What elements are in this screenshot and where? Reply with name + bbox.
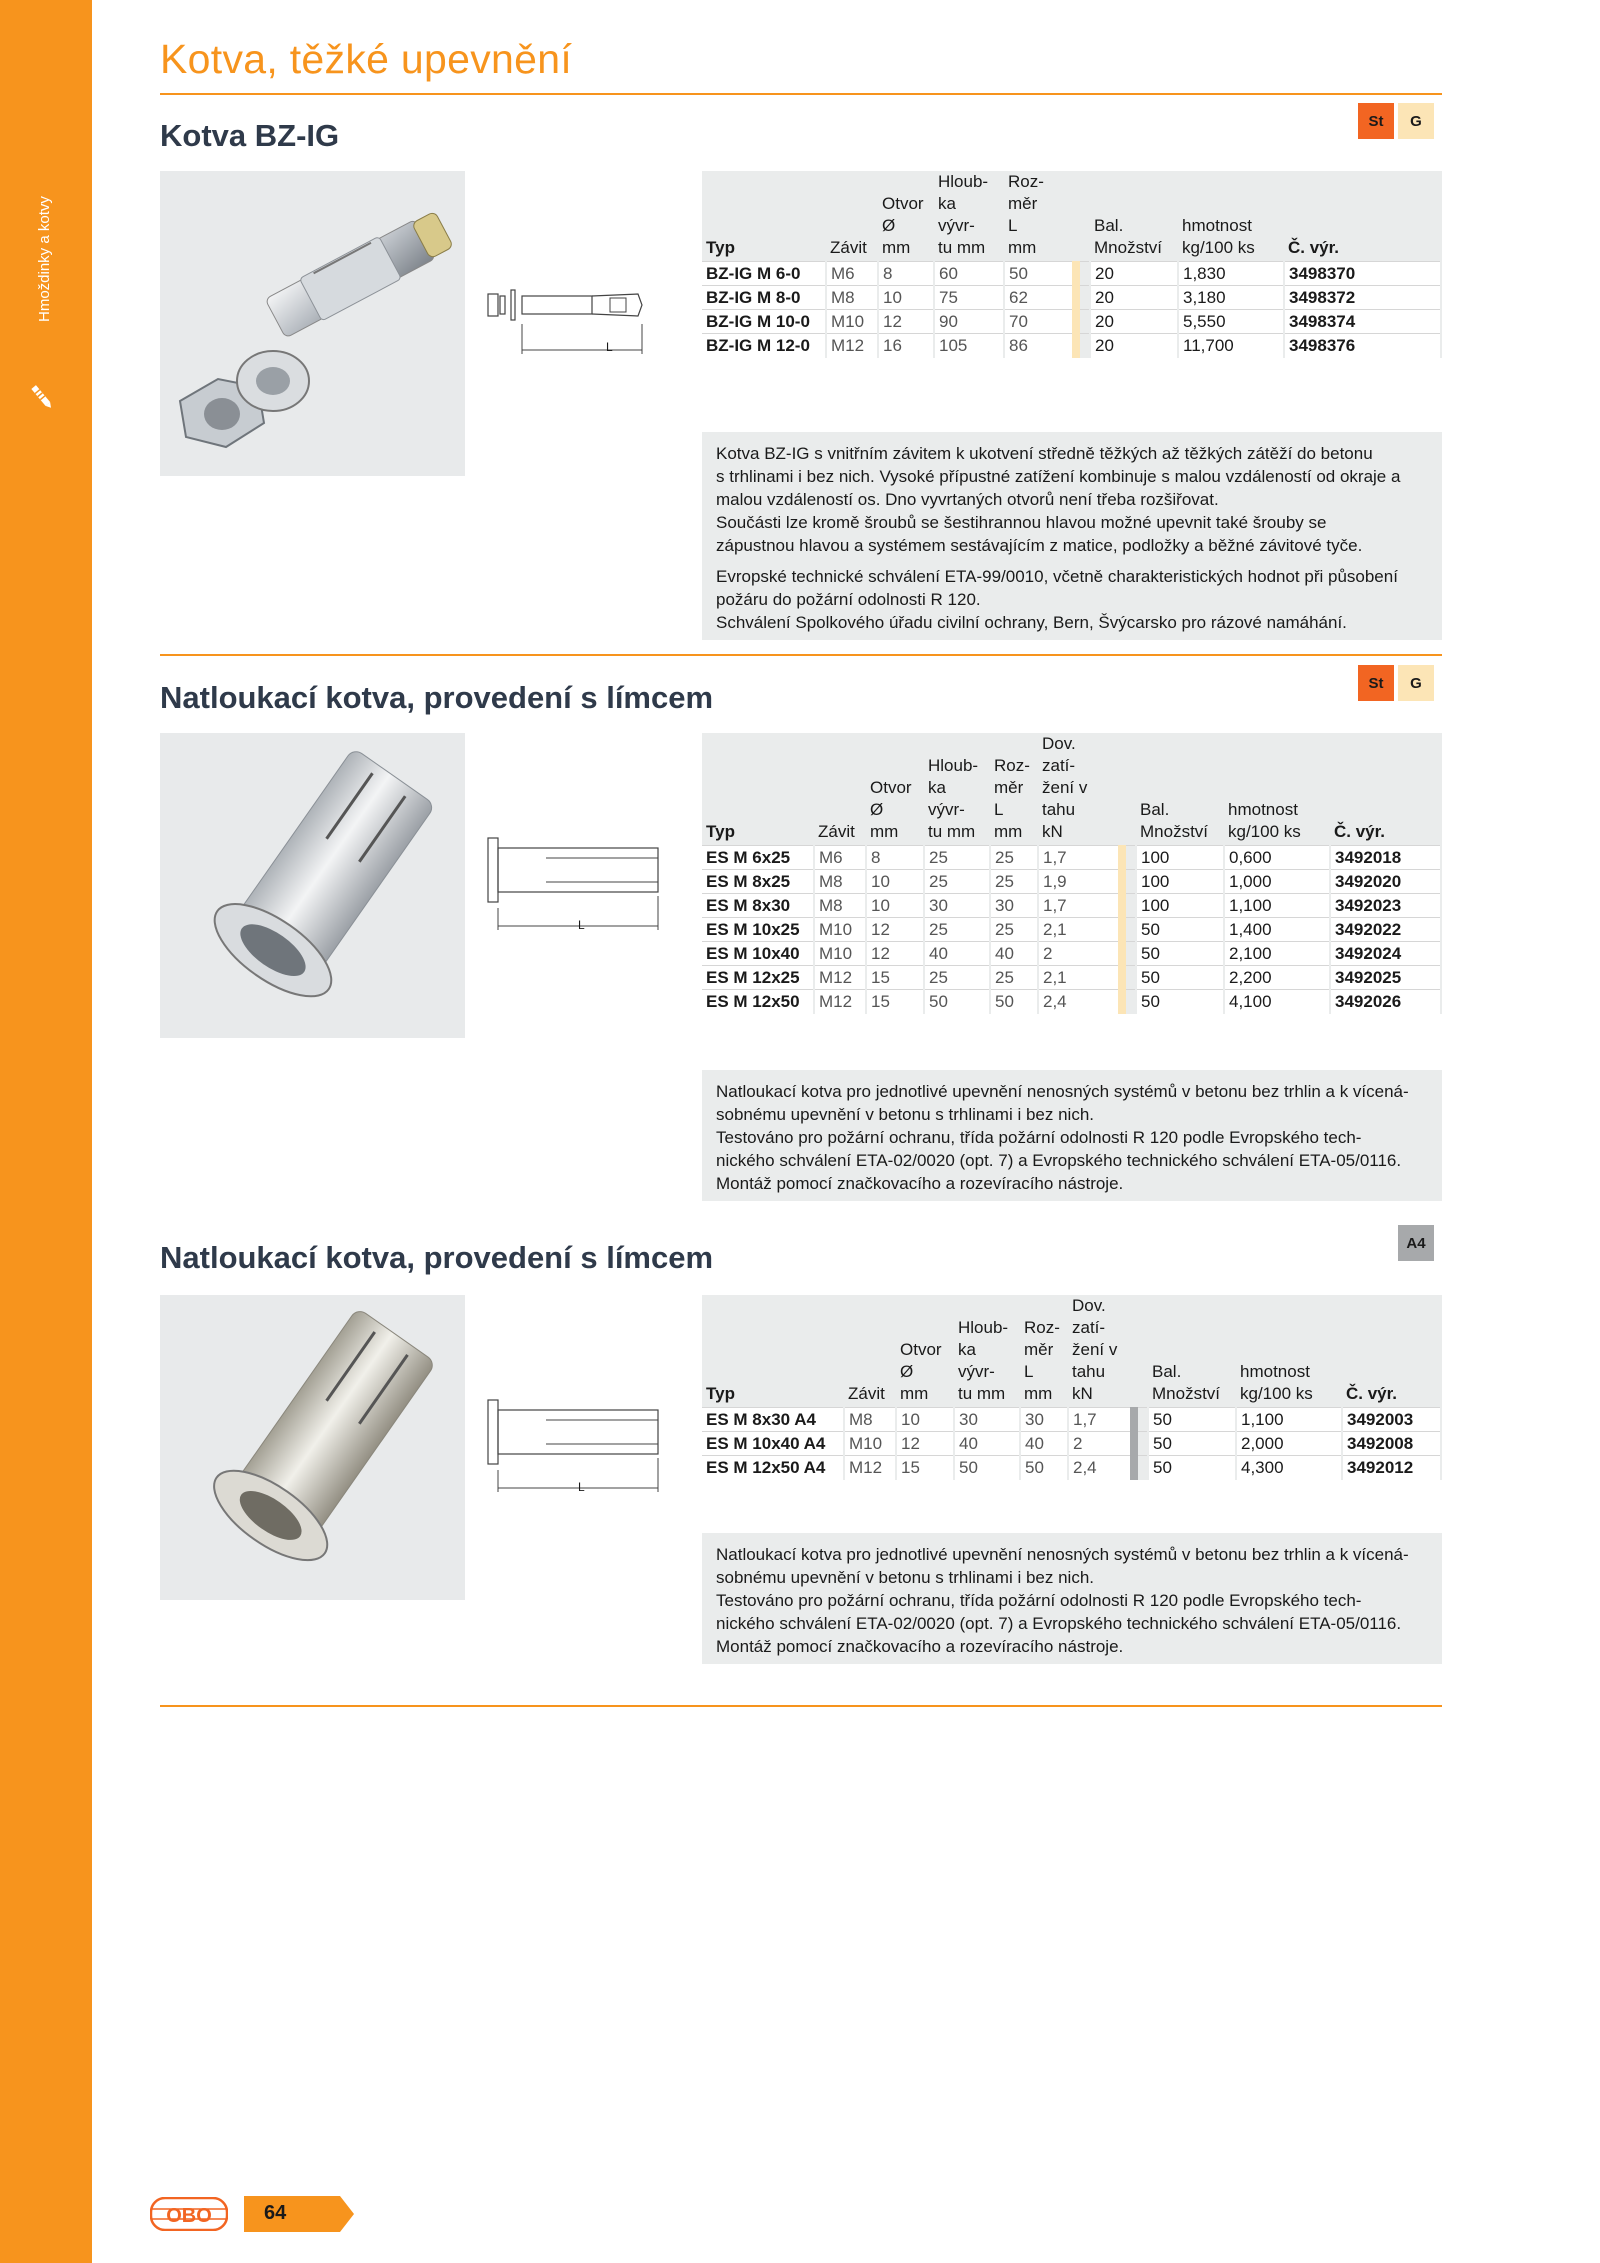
dimension-label: L	[578, 1480, 585, 1494]
table-row: ES M 10x25 M10 12 25 25 2,1 50 1,400 3492022	[702, 918, 1441, 942]
table-row: ES M 6x25 M6 8 25 25 1,7 100 0,600 3492018	[702, 846, 1441, 870]
spec-table-box	[702, 171, 1442, 358]
col-header-type: Typ	[706, 822, 735, 841]
title-divider	[160, 93, 1442, 95]
table-row: ES M 8x25 M8 10 25 25 1,9 100 1,000 3492020	[702, 870, 1441, 894]
section-divider	[160, 1705, 1442, 1707]
material-badges	[1358, 103, 1434, 139]
page-number: 64	[264, 2202, 287, 2224]
table-row: ES M 8x30 A4 M8 10 30 30 1,7 50 1,100 3492003	[702, 1408, 1441, 1432]
drop-in-anchor-a4-image	[160, 1295, 465, 1600]
col-header-length: Roz-měr L mm	[1008, 172, 1044, 257]
product-description: Natloukací kotva pro jednotlivé upevnění nenosných systémů v betonu bez trhlin a k vícená- sobnému upevnění v betonu s trhlinami i bez nich. Testováno pro požární ochranu, třída požární odolnosti R 120 podle Evropského tech- nického schválení ETA-02/0020 (opt. 7) a Evropského technického schválení ETA-05/0116. Montáž pomocí značkovacího a rozevíracího nástroje.	[702, 1070, 1442, 1201]
badge-galvanized: G	[1398, 665, 1434, 701]
col-header-thread: Závit	[848, 1384, 885, 1403]
col-header-hole: Otvor Ø mm	[870, 778, 912, 841]
col-header-article: Č. výr.	[1334, 822, 1386, 841]
drop-in-anchor-image	[160, 733, 465, 1038]
technical-drawing	[486, 284, 676, 364]
badge-steel: St	[1358, 103, 1394, 139]
col-header-hole: Otvor Ø mm	[900, 1340, 942, 1403]
anchor-icon	[30, 382, 54, 412]
col-header-pack: Bal. Množství	[1152, 1362, 1221, 1403]
table-row: ES M 8x30 M8 10 30 30 1,7 100 1,100 3492023	[702, 894, 1441, 918]
spec-table-box	[702, 733, 1442, 1014]
col-header-thread: Závit	[830, 238, 867, 257]
col-header-article: Č. výr.	[1346, 1384, 1398, 1403]
table-row: ES M 12x25 M12 15 25 25 2,1 50 2,200 3492025	[702, 966, 1441, 990]
col-header-load: Dov. zatí-žení v tahu kN	[1042, 734, 1088, 841]
dimension-label: L	[606, 340, 613, 354]
spec-table	[702, 171, 1442, 358]
product-description: Natloukací kotva pro jednotlivé upevnění nenosných systémů v betonu bez trhlin a k vícená- sobnému upevnění v betonu s trhlinami i bez nich. Testováno pro požární ochranu, třída požární odolnosti R 120 podle Evropského tech- nického schválení ETA-02/0020 (opt. 7) a Evropského technického schválení ETA-05/0116. Montáž pomocí značkovacího a rozevíracího nástroje.	[702, 1533, 1442, 1664]
table-header-row	[702, 1295, 1441, 1408]
page-number-arrow	[244, 2196, 354, 2232]
product-photo	[160, 1295, 465, 1600]
table-row: ES M 10x40 A4 M10 12 40 40 2 50 2,000 3492008	[702, 1432, 1441, 1456]
table-row: BZ-IG M 10-0 M10 12 90 70 20 5,550 3498374	[702, 310, 1441, 334]
product-photo	[160, 733, 465, 1038]
table-header-row	[702, 733, 1441, 846]
material-badges	[1358, 665, 1434, 701]
badge-stainless-a4: A4	[1398, 1225, 1434, 1261]
col-header-weight: hmotnost kg/100 ks	[1240, 1362, 1313, 1403]
col-header-thread: Závit	[818, 822, 855, 841]
col-header-depth: Hloub-ka vývr-tu mm	[938, 172, 989, 257]
product-photo	[160, 171, 465, 476]
section-title: Natloukací kotva, provedení s límcem	[160, 680, 714, 715]
badge-galvanized: G	[1398, 103, 1434, 139]
spec-table-box	[702, 1295, 1442, 1480]
table-row: BZ-IG M 12-0 M12 16 105 86 20 11,700 3498376	[702, 334, 1441, 358]
table-row: ES M 12x50 M12 15 50 50 2,4 50 4,100 3492026	[702, 990, 1441, 1014]
bz-ig-anchor-image	[160, 171, 465, 476]
material-badges	[1398, 1225, 1434, 1261]
sidebar-label: Hmoždinky a kotvy	[36, 196, 53, 322]
dimension-label: L	[578, 918, 585, 932]
table-row: BZ-IG M 8-0 M8 10 75 62 20 3,180 3498372	[702, 286, 1441, 310]
product-description: Kotva BZ-IG s vnitřním závitem k ukotvení středně těžkých až těžkých zátěží do betonu s trhlinami i bez nich. Vysoké přípustné zatížení kombinuje s malou vzdáleností od okraje a malou vzdáleností os. Dno vyvrtaných otvorů není třeba rozšiřovat. Součásti lze kromě šroubů se šestihrannou hlavou možné upevnit také šrouby se zápustnou hlavou a systémem sestávajícím z matice, podložky a běžné závitové tyče. Evropské technické schválení ETA-99/0010, včetně charakteristických hodnot při působení požáru do požární odolnosti R 120. Schválení Spolkového úřadu civilní ochrany, Bern, Švýcarsko pro rázové namáhání.	[702, 432, 1442, 640]
spec-table	[702, 1295, 1442, 1480]
col-header-pack: Bal. Množství	[1094, 216, 1163, 257]
col-header-type: Typ	[706, 238, 735, 257]
col-header-hole: Otvor Ø mm	[882, 194, 924, 257]
col-header-length: Roz-měr L mm	[1024, 1318, 1060, 1403]
badge-steel: St	[1358, 665, 1394, 701]
table-row: ES M 10x40 M10 12 40 40 2 50 2,100 3492024	[702, 942, 1441, 966]
col-header-depth: Hloub-ka vývr-tu mm	[928, 756, 979, 841]
table-header-row	[702, 171, 1441, 262]
section-title: Natloukací kotva, provedení s límcem	[160, 1240, 714, 1275]
table-row: ES M 12x50 A4 M12 15 50 50 2,4 50 4,300 3492012	[702, 1456, 1441, 1480]
section-title: Kotva BZ-IG	[160, 118, 340, 153]
col-header-pack: Bal. Množství	[1140, 800, 1209, 841]
table-row: BZ-IG M 6-0 M6 8 60 50 20 1,830 3498370	[702, 262, 1441, 286]
col-header-depth: Hloub-ka vývr-tu mm	[958, 1318, 1009, 1403]
obo-logo	[150, 2197, 228, 2231]
col-header-load: Dov. zatí-žení v tahu kN	[1072, 1296, 1118, 1403]
col-header-length: Roz-měr L mm	[994, 756, 1030, 841]
col-header-weight: hmotnost kg/100 ks	[1182, 216, 1255, 257]
page-title: Kotva, těžké upevnění	[160, 36, 573, 82]
section-divider	[160, 654, 1442, 656]
logo-text: OBO	[166, 2205, 212, 2227]
spec-table	[702, 733, 1442, 1014]
page-number-tab	[244, 2196, 354, 2232]
col-header-article: Č. výr.	[1288, 238, 1340, 257]
col-header-type: Typ	[706, 1384, 735, 1403]
sidebar	[0, 0, 92, 2263]
col-header-weight: hmotnost kg/100 ks	[1228, 800, 1301, 841]
